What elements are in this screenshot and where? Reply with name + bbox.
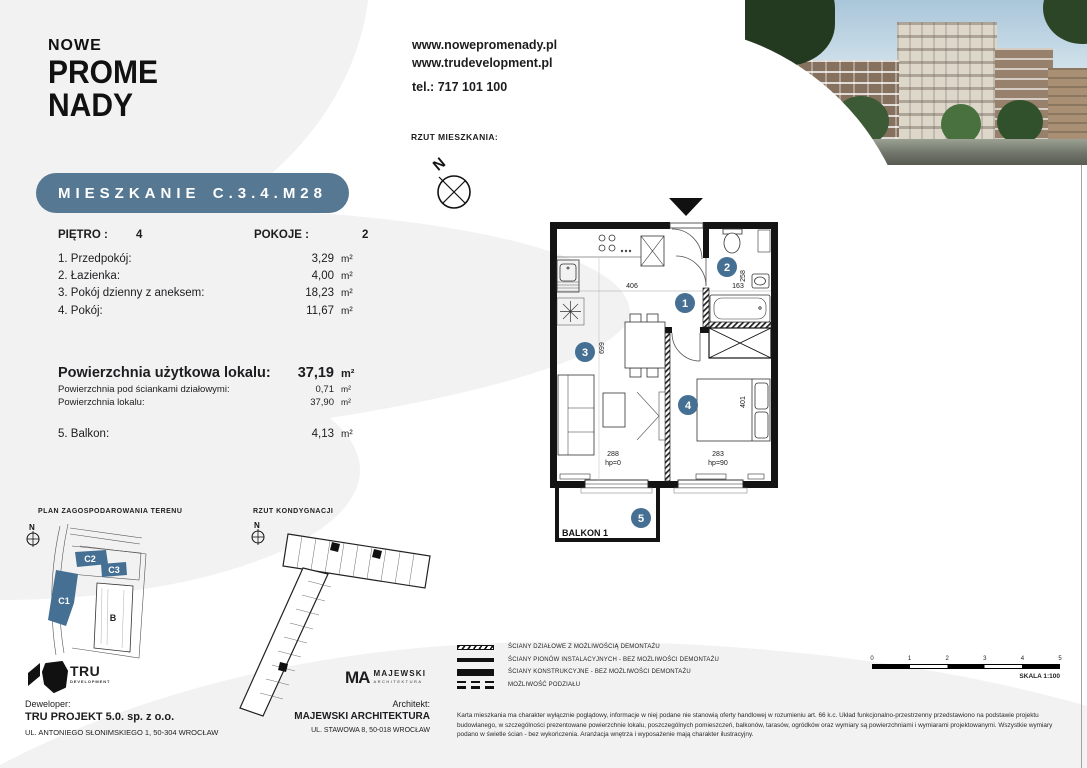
room-marker-5: 5 <box>637 513 645 525</box>
majewski-logo-sub: ARCHITEKTURA <box>373 679 423 684</box>
building-b-label: B <box>109 613 117 623</box>
bed <box>697 379 770 441</box>
tru-logo-sub: DEVELOPMENT <box>70 679 111 684</box>
scale-bar-graphic <box>872 664 1060 669</box>
building-render-photo <box>745 0 1087 165</box>
legend-label: ŚCIANY KONSTRUKCYJNE - BEZ MOŻLIWOŚCI DEMONTAŻU <box>508 669 691 676</box>
logo-line: PROME <box>48 54 159 91</box>
site-buildings <box>48 550 133 652</box>
radiators <box>560 474 764 479</box>
dim-hp90: hp=90 <box>708 460 728 467</box>
room-area: 4,00 <box>311 270 334 283</box>
majewski-logo-icon: MA <box>345 668 370 687</box>
legend-row <box>457 679 719 692</box>
scale-label: SKALA 1:100 <box>1019 673 1060 680</box>
room-area-unit: m² <box>341 288 353 300</box>
scale-bar <box>872 656 1060 680</box>
legend-label: ŚCIANY PIONÓW INSTALACYJNYCH - BEZ MOŻLIWOŚCI DEMONTAŻU <box>508 656 720 663</box>
wall-legend <box>457 641 719 691</box>
dim-163: 163 <box>732 283 744 290</box>
architect-address: UL. STAWOWA 8, 50-018 WROCŁAW <box>311 727 430 734</box>
usable-area-unit: m² <box>341 368 355 380</box>
usable-area-row <box>58 365 360 383</box>
contact-block <box>412 36 557 72</box>
sub-unit: m² <box>341 384 351 394</box>
website-link-2: www.trudevelopment.pl <box>412 56 553 71</box>
scale-tick: 4 <box>1020 656 1025 662</box>
legend-swatch-structural <box>457 669 494 676</box>
compass-north-letter: N <box>429 154 450 175</box>
building-c2-label: C2 <box>84 554 96 564</box>
dim-401: 401 <box>740 396 747 408</box>
summary-sub-rows <box>58 383 360 409</box>
room-name: 3. Pokój dzienny z aneksem: <box>58 287 205 300</box>
apartment-title-pill <box>36 173 349 213</box>
kitchen-fixtures <box>557 235 664 325</box>
room-area-unit: m² <box>341 271 353 283</box>
floor-label: PIĘTRO : <box>58 229 108 241</box>
storey-building-outline <box>240 534 430 716</box>
summary-sub-row <box>58 383 360 396</box>
tru-logo-text <box>70 664 110 684</box>
room-marker-2: 2 <box>723 262 731 274</box>
legend-label: ŚCIANY DZIAŁOWE Z MOŻLIWOŚCIĄ DEMONTAŻU <box>508 644 660 651</box>
dim-699: 699 <box>599 342 606 354</box>
site-compass-icon <box>27 523 39 547</box>
room-marker-1: 1 <box>681 298 689 310</box>
svg-text:N: N <box>254 521 260 530</box>
entrance-door-frame <box>670 223 703 228</box>
floor-value: 4 <box>136 229 143 241</box>
apartment-unit-code: C.3.4.M28 <box>212 184 327 202</box>
room-area: 3,29 <box>311 253 334 265</box>
tree <box>997 100 1043 144</box>
brand-logo <box>48 38 158 123</box>
legend-swatch-division <box>457 681 494 689</box>
division-possibility-marker <box>637 392 665 440</box>
building-far <box>1048 68 1087 144</box>
room-list <box>58 251 360 320</box>
area-summary <box>58 365 360 409</box>
room-area: 11,67 <box>306 304 334 317</box>
architect-name: MAJEWSKI ARCHITEKTURA <box>294 711 430 722</box>
scale-tick: 5 <box>1058 656 1062 662</box>
sub-value: 0,71 <box>315 384 334 395</box>
site-plan-title: PLAN ZAGOSPODAROWANIA TERENU <box>38 508 183 515</box>
dim-406: 406 <box>626 283 638 290</box>
balcony-area: 4,13 <box>311 428 334 440</box>
developer-address: UL. ANTONIEGO SŁONIMSKIEGO 1, 50-304 WROCŁAW <box>25 728 219 737</box>
dim-hp0: hp=0 <box>605 460 621 467</box>
building-c1-label: C1 <box>58 596 70 606</box>
svg-text:N: N <box>29 523 35 532</box>
apartment-title-label: MIESZKANIE <box>58 184 201 202</box>
rooms-label: POKOJE : <box>254 229 309 241</box>
storey-plan-drawing <box>228 516 438 721</box>
room-row <box>58 303 360 320</box>
phone-number: tel.: 717 101 100 <box>412 80 508 94</box>
room-row <box>58 285 360 302</box>
entrance-arrow-icon <box>669 198 703 216</box>
dining-table <box>625 314 665 377</box>
rooms-value: 2 <box>362 229 369 241</box>
scale-tick: 2 <box>945 656 949 662</box>
room-row <box>58 251 360 268</box>
legend-swatch-installation <box>457 658 494 662</box>
dim-283: 283 <box>712 451 724 458</box>
installation-shaft <box>709 328 771 358</box>
tree <box>941 104 981 144</box>
sub-label: Powierzchnia pod ściankami działowymi: <box>58 384 230 395</box>
room-name: 2. Łazienka: <box>58 270 121 283</box>
architect-label: Architekt: <box>392 699 430 709</box>
legend-row <box>457 641 719 654</box>
majewski-logo-name: MAJEWSKI <box>373 669 427 678</box>
storey-plan-title: RZUT KONDYGNACJI <box>253 508 334 515</box>
balcony-row <box>58 426 360 443</box>
sofa <box>558 375 625 455</box>
page-edge-line <box>1081 165 1082 768</box>
scale-tick: 1 <box>907 656 912 662</box>
summary-sub-row <box>58 396 360 409</box>
logo-line: NADY <box>48 87 134 124</box>
legend-label: MOŻLIWOŚĆ PODZIAŁU <box>508 681 581 688</box>
usable-area-label: Powierzchnia użytkowa lokalu: <box>58 365 271 381</box>
room-row <box>58 268 360 285</box>
legend-swatch-partition <box>457 645 494 650</box>
building-c3-label: C3 <box>108 565 120 575</box>
legend-row <box>457 666 719 679</box>
dim-258: 258 <box>740 270 747 282</box>
storey-compass-icon <box>252 521 264 545</box>
room-area-unit: m² <box>341 305 353 317</box>
room-area: 18,23 <box>305 287 334 300</box>
balcony-unit: m² <box>341 429 353 440</box>
usable-area-value: 37,19 <box>297 365 334 381</box>
balcony-plan-label: BALKON 1 <box>562 528 609 538</box>
dim-288: 288 <box>607 451 619 458</box>
site-plan-drawing <box>20 518 170 663</box>
scale-tick: 0 <box>870 656 874 662</box>
developer-label: Deweloper: <box>25 699 71 709</box>
tru-development-logo-icon <box>26 660 68 694</box>
sub-label: Powierzchnia lokalu: <box>58 397 145 408</box>
scale-tick: 3 <box>983 656 987 662</box>
room-marker-4: 4 <box>684 400 692 412</box>
room-name: 4. Pokój: <box>58 304 103 317</box>
logo-line: NOWE <box>48 37 102 54</box>
majewski-logo <box>345 670 426 685</box>
developer-name: TRU PROJEKT 5.0. sp. z o.o. <box>25 711 175 723</box>
sub-value: 37,90 <box>310 397 334 408</box>
disclaimer-text: Karta mieszkania ma charakter wyłącznie poglądowy, informacje w niej podane nie stanowią oferty handlowej w rozumieniu art. 66 k.c. Układ funkcjonalno-przestrzenny przedstawiono na podstawie projektu budowlanego, w szczególności prezentowane powierzchnie lokalu, poszczególnych pomieszczeń, balkonów, tarasów, ogródków oraz wymiary są powierzchniami i wymiarami projektowanymi. Wszystkie wymiary podano w świetle ścian - bez wykończenia. Aranżacja wnętrza i wyposażenie mają charakter ilustracyjny. <box>457 712 1053 739</box>
legend-row <box>457 654 719 667</box>
floor-plan-drawing <box>546 196 778 548</box>
room-area-unit: m² <box>341 254 353 265</box>
floor-rooms-row <box>58 229 369 243</box>
interior-walls <box>665 229 709 333</box>
sub-unit: m² <box>341 397 351 407</box>
room-name: 1. Przedpokój: <box>58 253 132 265</box>
plan-orientation-label: RZUT MIESZKANIA: <box>411 132 499 142</box>
website-link-1: www.nowepromenady.pl <box>412 38 558 52</box>
tru-logo-name: TRU <box>70 663 101 679</box>
scale-ticks <box>872 656 1060 664</box>
compass-icon <box>426 152 478 214</box>
balcony-label: 5. Balkon: <box>58 428 110 440</box>
room-marker-3: 3 <box>581 347 589 359</box>
